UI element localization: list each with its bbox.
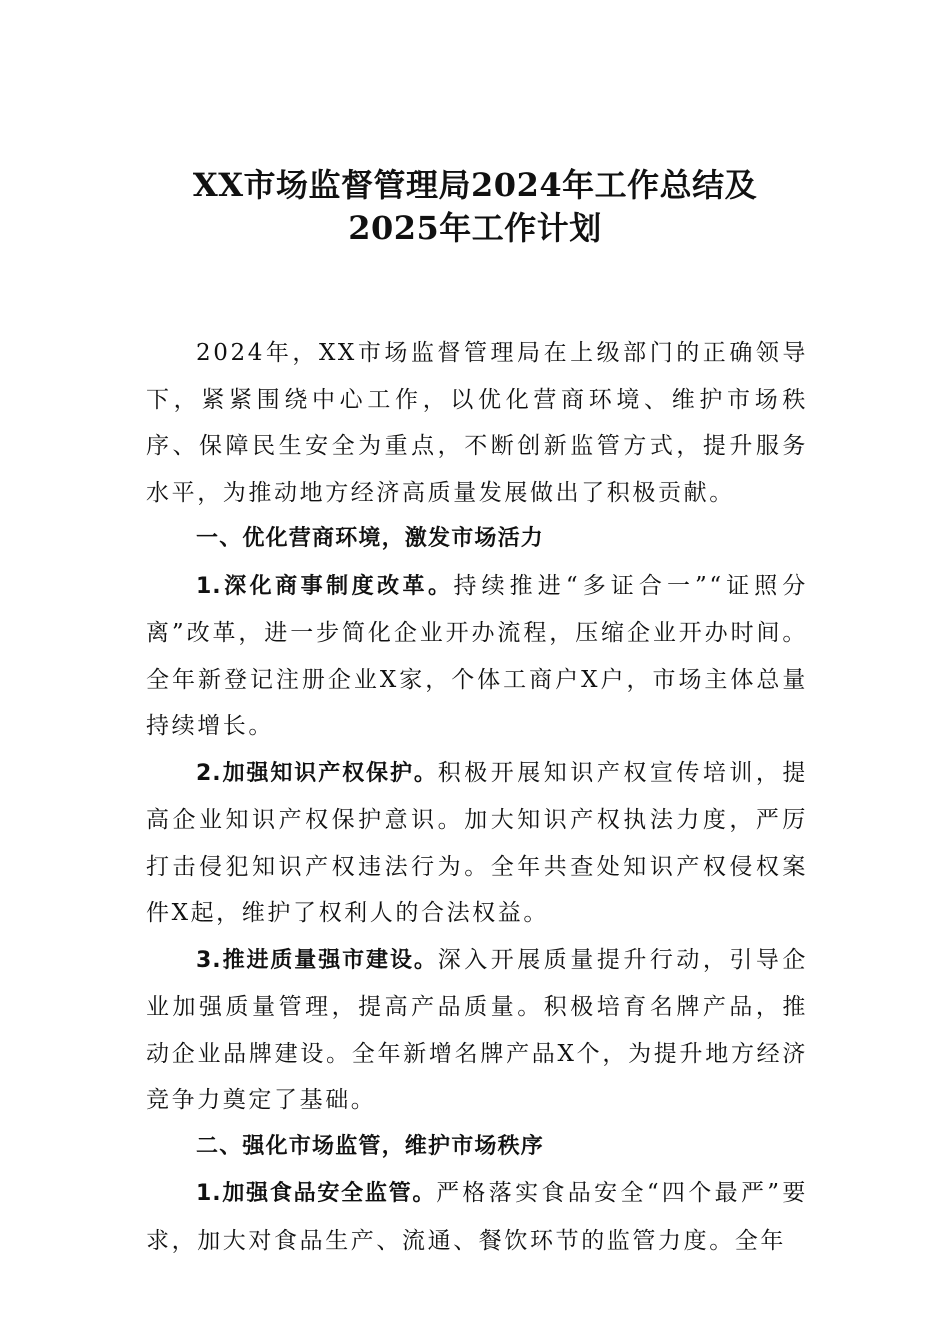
item-text: 深入开展质量提升行动，引导企业加强质量管理，提高产品质量。积极培育名牌产品，推动企业品牌建设。全年新增名牌产品X个，为提升地方经济竞争力奠定了基础。	[146, 946, 808, 1113]
item-text: 严格落实食品安全“四个最严”要求，加大对食品生产、流通、餐饮环节的监管力度。全年	[146, 1180, 808, 1254]
section-2-heading: 二、强化市场监管，维护市场秩序	[196, 1133, 545, 1159]
item-lead: 3.推进质量强市建设。	[196, 947, 438, 973]
item-text: 持续推进“多证合一”“证照分离”改革，进一步简化企业开办流程，压缩企业开办时间。全年新登记注册企业X家，个体工商户X户，市场主体总量持续增长。	[146, 572, 808, 739]
item-text: 积极开展知识产权宣传培训，提高企业知识产权保护意识。加大知识产权执法力度，严厉打击侵犯知识产权违法行为。全年共查处知识产权侵权案件X起，维护了权利人的合法权益。	[146, 759, 808, 926]
item-lead: 2.加强知识产权保护。	[196, 760, 438, 786]
section-2-item-1	[146, 1170, 808, 1264]
item-lead: 1.深化商事制度改革。	[196, 573, 454, 599]
item-lead: 1.加强食品安全监管。	[196, 1181, 437, 1206]
section-1-item-3	[146, 937, 808, 1124]
section-1-item-1	[146, 563, 808, 750]
document-body	[146, 330, 808, 1264]
document-title-line-1: XX市场监督管理局2024年工作总结及	[192, 166, 758, 204]
section-1-heading: 一、优化营商环境，激发市场活力	[196, 526, 545, 551]
document-title-line-2: 2025年工作计划	[348, 209, 602, 247]
section-1-item-2	[146, 750, 808, 937]
intro-paragraph: 2024年，XX市场监督管理局在上级部门的正确领导下，紧紧围绕中心工作，以优化营商环境、维护市场秩序、保障民生安全为重点，不断创新监管方式，提升服务水平，为推动地方经济高质量发展做出了积极贡献。	[146, 340, 808, 506]
